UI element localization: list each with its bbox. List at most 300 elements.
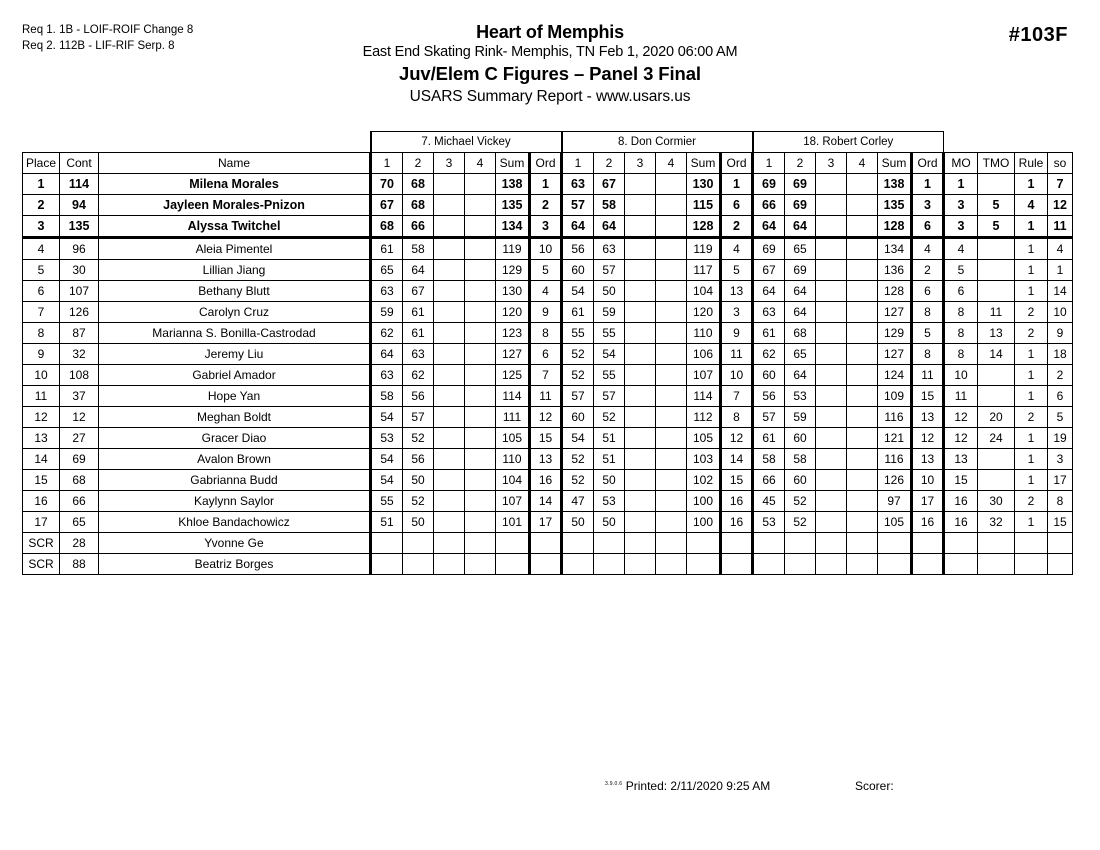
cell-j2-sum: 120 — [687, 302, 721, 323]
cell-j1-score-4 — [465, 491, 496, 512]
cell-j3-score-2: 64 — [785, 302, 816, 323]
cell-j1-score-3 — [434, 365, 465, 386]
cell-j3-score-4 — [847, 470, 878, 491]
cell-j2-ord: 6 — [721, 195, 753, 216]
cell-j3-sum: 121 — [878, 428, 912, 449]
cell-j1-ord: 17 — [530, 512, 562, 533]
cell-j3-score-1: 62 — [753, 344, 785, 365]
cell-j1-ord: 3 — [530, 216, 562, 238]
header-j1-ord: Ord — [530, 153, 562, 174]
cell-j2-score-1: 50 — [562, 512, 594, 533]
cell-place: SCR — [23, 533, 60, 554]
cell-so: 8 — [1048, 491, 1073, 512]
cell-j3-score-1: 64 — [753, 281, 785, 302]
cell-j2-score-2: 50 — [594, 512, 625, 533]
cell-j1-score-1: 63 — [371, 281, 403, 302]
judge-group-spacer-mo — [944, 132, 978, 153]
cell-rule — [1015, 533, 1048, 554]
cell-j3-ord: 6 — [912, 216, 944, 238]
cell-place: 15 — [23, 470, 60, 491]
cell-place: 14 — [23, 449, 60, 470]
cell-j1-score-4 — [465, 174, 496, 195]
cell-j3-score-2: 60 — [785, 470, 816, 491]
cell-name: Hope Yan — [99, 386, 371, 407]
cell-j1-score-4 — [465, 344, 496, 365]
cell-j3-ord: 15 — [912, 386, 944, 407]
cell-j1-score-2: 61 — [403, 323, 434, 344]
cell-j2-sum: 115 — [687, 195, 721, 216]
judge-group-spacer-name — [99, 132, 371, 153]
cell-j2-score-2: 51 — [594, 428, 625, 449]
cell-j1-score-2: 67 — [403, 281, 434, 302]
cell-j2-ord: 2 — [721, 216, 753, 238]
judge-group-spacer-rule — [1015, 132, 1048, 153]
cell-j1-score-2: 64 — [403, 260, 434, 281]
cell-j2-sum: 102 — [687, 470, 721, 491]
table-row — [23, 428, 1073, 449]
cell-tmo — [978, 470, 1015, 491]
cell-j1-score-1: 54 — [371, 407, 403, 428]
cell-cont: 37 — [60, 386, 99, 407]
cell-cont: 66 — [60, 491, 99, 512]
cell-cont: 28 — [60, 533, 99, 554]
cell-j2-score-2: 63 — [594, 238, 625, 260]
cell-j3-score-1: 67 — [753, 260, 785, 281]
cell-rule: 1 — [1015, 260, 1048, 281]
cell-j1-sum: 134 — [496, 216, 530, 238]
cell-j1-sum: 107 — [496, 491, 530, 512]
cell-so: 1 — [1048, 260, 1073, 281]
cell-j2-score-4 — [656, 238, 687, 260]
cell-j1-score-1: 65 — [371, 260, 403, 281]
cell-j1-sum: 104 — [496, 470, 530, 491]
cell-j2-score-3 — [625, 554, 656, 575]
cell-j2-score-3 — [625, 281, 656, 302]
cell-j3-sum: 116 — [878, 449, 912, 470]
cell-mo: 12 — [944, 428, 978, 449]
header-cont: Cont — [60, 153, 99, 174]
cell-j2-score-4 — [656, 344, 687, 365]
cell-place: 10 — [23, 365, 60, 386]
header-j1-score-1: 1 — [371, 153, 403, 174]
cell-j3-score-4 — [847, 344, 878, 365]
cell-j1-ord: 1 — [530, 174, 562, 195]
cell-j1-score-1: 54 — [371, 449, 403, 470]
cell-so: 18 — [1048, 344, 1073, 365]
cell-tmo: 5 — [978, 195, 1015, 216]
cell-j3-sum: 127 — [878, 344, 912, 365]
event-name: Heart of Memphis — [476, 22, 624, 42]
cell-j1-score-2 — [403, 554, 434, 575]
table-row — [23, 260, 1073, 281]
cell-so: 6 — [1048, 386, 1073, 407]
judge-group-spacer-tmo — [978, 132, 1015, 153]
cell-j1-score-1: 62 — [371, 323, 403, 344]
cell-j1-sum: 135 — [496, 195, 530, 216]
cell-rule: 1 — [1015, 428, 1048, 449]
cell-j2-sum — [687, 533, 721, 554]
cell-j1-sum — [496, 533, 530, 554]
cell-mo: 8 — [944, 302, 978, 323]
cell-j1-sum: 110 — [496, 449, 530, 470]
cell-j1-score-1: 55 — [371, 491, 403, 512]
cell-name: Gabrianna Budd — [99, 470, 371, 491]
header-j1-score-4: 4 — [465, 153, 496, 174]
cell-so: 14 — [1048, 281, 1073, 302]
cell-j1-sum: 119 — [496, 238, 530, 260]
cell-j3-score-4 — [847, 260, 878, 281]
cell-j3-sum: 135 — [878, 195, 912, 216]
cell-j1-ord: 5 — [530, 260, 562, 281]
cell-j3-score-1: 69 — [753, 238, 785, 260]
cell-tmo — [978, 281, 1015, 302]
cell-j2-score-4 — [656, 302, 687, 323]
cell-j3-score-4 — [847, 512, 878, 533]
cell-j1-score-2: 68 — [403, 174, 434, 195]
cell-name: Jayleen Morales-Pnizon — [99, 195, 371, 216]
cell-j3-score-1: 61 — [753, 428, 785, 449]
cell-j3-score-1 — [753, 533, 785, 554]
cell-j1-score-4 — [465, 365, 496, 386]
cell-j2-sum: 104 — [687, 281, 721, 302]
cell-j2-ord: 1 — [721, 174, 753, 195]
header-j2-score-4: 4 — [656, 153, 687, 174]
cell-j1-score-4 — [465, 428, 496, 449]
header-j1-sum: Sum — [496, 153, 530, 174]
cell-so: 15 — [1048, 512, 1073, 533]
cell-j3-ord: 2 — [912, 260, 944, 281]
cell-j3-score-4 — [847, 281, 878, 302]
cell-j2-ord: 15 — [721, 470, 753, 491]
cell-name: Jeremy Liu — [99, 344, 371, 365]
scorer-label: Scorer: — [855, 779, 894, 793]
cell-j1-score-2: 56 — [403, 449, 434, 470]
cell-place: 11 — [23, 386, 60, 407]
cell-j2-ord: 9 — [721, 323, 753, 344]
cell-name: Khloe Bandachowicz — [99, 512, 371, 533]
cell-j3-score-3 — [816, 260, 847, 281]
title-block — [0, 22, 1100, 108]
cell-j3-score-4 — [847, 302, 878, 323]
cell-j1-ord: 6 — [530, 344, 562, 365]
cell-tmo — [978, 533, 1015, 554]
cell-j2-score-2: 55 — [594, 365, 625, 386]
cell-j1-score-4 — [465, 302, 496, 323]
cell-so: 17 — [1048, 470, 1073, 491]
cell-rule: 1 — [1015, 386, 1048, 407]
cell-j2-score-2 — [594, 554, 625, 575]
cell-mo: 11 — [944, 386, 978, 407]
cell-j1-score-3 — [434, 491, 465, 512]
cell-j1-sum: 138 — [496, 174, 530, 195]
cell-j1-score-3 — [434, 216, 465, 238]
cell-tmo: 30 — [978, 491, 1015, 512]
cell-j3-score-2: 65 — [785, 238, 816, 260]
cell-j2-score-4 — [656, 323, 687, 344]
cell-tmo — [978, 238, 1015, 260]
cell-rule: 1 — [1015, 216, 1048, 238]
cell-j3-score-1: 66 — [753, 470, 785, 491]
cell-rule: 2 — [1015, 302, 1048, 323]
cell-j2-score-2: 58 — [594, 195, 625, 216]
cell-j1-score-3 — [434, 512, 465, 533]
cell-j3-sum: 128 — [878, 281, 912, 302]
cell-j3-sum: 97 — [878, 491, 912, 512]
cell-j3-score-3 — [816, 428, 847, 449]
cell-j3-score-2: 64 — [785, 281, 816, 302]
cell-j3-score-3 — [816, 323, 847, 344]
cell-mo: 16 — [944, 491, 978, 512]
cell-place: SCR — [23, 554, 60, 575]
cell-j2-score-4 — [656, 554, 687, 575]
cell-place: 8 — [23, 323, 60, 344]
cell-j1-score-1: 70 — [371, 174, 403, 195]
cell-place: 7 — [23, 302, 60, 323]
cell-j1-score-3 — [434, 470, 465, 491]
cell-j3-sum: 126 — [878, 470, 912, 491]
cell-j2-ord — [721, 554, 753, 575]
header-j2-score-3: 3 — [625, 153, 656, 174]
header-mo: MO — [944, 153, 978, 174]
cell-cont: 108 — [60, 365, 99, 386]
cell-j3-score-1: 69 — [753, 174, 785, 195]
cell-j3-sum: 127 — [878, 302, 912, 323]
cell-j2-ord: 8 — [721, 407, 753, 428]
cell-j2-score-1: 57 — [562, 386, 594, 407]
cell-j3-score-4 — [847, 323, 878, 344]
cell-j1-score-4 — [465, 449, 496, 470]
header-j1-score-2: 2 — [403, 153, 434, 174]
cell-j1-ord: 10 — [530, 238, 562, 260]
cell-j2-score-2: 50 — [594, 281, 625, 302]
printed-text: Printed: 2/11/2020 9:25 AM — [625, 779, 771, 793]
cell-place: 12 — [23, 407, 60, 428]
cell-cont: 88 — [60, 554, 99, 575]
header-j2-sum: Sum — [687, 153, 721, 174]
results-table — [22, 131, 1073, 575]
cell-j2-sum: 117 — [687, 260, 721, 281]
cell-j3-sum: 136 — [878, 260, 912, 281]
judge-group-spacer-so — [1048, 132, 1073, 153]
cell-j1-score-4 — [465, 533, 496, 554]
cell-j1-score-2: 50 — [403, 512, 434, 533]
cell-j3-score-3 — [816, 512, 847, 533]
header-j3-score-4: 4 — [847, 153, 878, 174]
cell-j3-sum — [878, 554, 912, 575]
cell-mo: 5 — [944, 260, 978, 281]
cell-j1-score-1: 68 — [371, 216, 403, 238]
cell-j3-ord: 1 — [912, 174, 944, 195]
cell-rule: 2 — [1015, 407, 1048, 428]
cell-j1-score-1: 63 — [371, 365, 403, 386]
cell-mo: 10 — [944, 365, 978, 386]
cell-j2-score-1: 63 — [562, 174, 594, 195]
cell-name: Meghan Boldt — [99, 407, 371, 428]
cell-j1-score-3 — [434, 195, 465, 216]
cell-j1-score-4 — [465, 554, 496, 575]
cell-j1-sum: 111 — [496, 407, 530, 428]
cell-j2-score-3 — [625, 428, 656, 449]
cell-j3-score-1: 57 — [753, 407, 785, 428]
table-row — [23, 449, 1073, 470]
table-row — [23, 470, 1073, 491]
cell-j2-ord: 14 — [721, 449, 753, 470]
cell-cont: 68 — [60, 470, 99, 491]
cell-j3-sum: 105 — [878, 512, 912, 533]
table-row — [23, 174, 1073, 195]
cell-j2-score-4 — [656, 365, 687, 386]
cell-j2-score-1 — [562, 533, 594, 554]
cell-j2-score-4 — [656, 407, 687, 428]
cell-j2-sum: 128 — [687, 216, 721, 238]
judge-group-1-label: 7. Michael Vickey — [371, 132, 562, 153]
cell-j3-score-2 — [785, 533, 816, 554]
cell-j2-score-1: 52 — [562, 344, 594, 365]
cell-name: Avalon Brown — [99, 449, 371, 470]
cell-rule — [1015, 554, 1048, 575]
cell-j1-score-1: 64 — [371, 344, 403, 365]
cell-j3-ord: 13 — [912, 407, 944, 428]
cell-j2-score-4 — [656, 216, 687, 238]
cell-j3-score-3 — [816, 407, 847, 428]
cell-j2-score-2: 57 — [594, 260, 625, 281]
judge-group-2-label: 8. Don Cormier — [562, 132, 753, 153]
cell-j2-score-3 — [625, 344, 656, 365]
table-row — [23, 554, 1073, 575]
cell-j1-score-2: 57 — [403, 407, 434, 428]
cell-tmo — [978, 260, 1015, 281]
cell-j2-ord: 16 — [721, 491, 753, 512]
cell-j1-sum: 127 — [496, 344, 530, 365]
cell-tmo: 5 — [978, 216, 1015, 238]
cell-so — [1048, 533, 1073, 554]
cell-j2-score-3 — [625, 365, 656, 386]
cell-j3-score-3 — [816, 449, 847, 470]
cell-j2-score-4 — [656, 533, 687, 554]
cell-j1-score-4 — [465, 470, 496, 491]
header-tmo: TMO — [978, 153, 1015, 174]
cell-j2-score-2: 52 — [594, 407, 625, 428]
header-j2-score-1: 1 — [562, 153, 594, 174]
header-j3-score-1: 1 — [753, 153, 785, 174]
header-place: Place — [23, 153, 60, 174]
cell-j3-ord — [912, 554, 944, 575]
cell-j3-score-3 — [816, 174, 847, 195]
cell-j1-score-2: 63 — [403, 344, 434, 365]
cell-j3-ord: 16 — [912, 512, 944, 533]
judge-group-spacer-cont — [60, 132, 99, 153]
cell-j1-sum — [496, 554, 530, 575]
cell-j2-score-4 — [656, 260, 687, 281]
cell-cont: 87 — [60, 323, 99, 344]
cell-j2-sum: 100 — [687, 512, 721, 533]
cell-cont: 69 — [60, 449, 99, 470]
cell-cont: 65 — [60, 512, 99, 533]
cell-j2-score-4 — [656, 386, 687, 407]
cell-j2-ord: 5 — [721, 260, 753, 281]
table-row — [23, 281, 1073, 302]
cell-j1-score-4 — [465, 238, 496, 260]
cell-j1-score-2: 62 — [403, 365, 434, 386]
cell-mo: 8 — [944, 323, 978, 344]
cell-j3-ord — [912, 533, 944, 554]
cell-rule: 1 — [1015, 512, 1048, 533]
cell-j1-score-2: 66 — [403, 216, 434, 238]
cell-place: 9 — [23, 344, 60, 365]
cell-j1-sum: 129 — [496, 260, 530, 281]
cell-so: 7 — [1048, 174, 1073, 195]
cell-j2-score-3 — [625, 533, 656, 554]
cell-j1-score-3 — [434, 260, 465, 281]
cell-j2-sum — [687, 554, 721, 575]
cell-j2-sum: 119 — [687, 238, 721, 260]
cell-j2-score-1: 47 — [562, 491, 594, 512]
cell-j2-score-2: 51 — [594, 449, 625, 470]
cell-j1-score-3 — [434, 386, 465, 407]
cell-name: Gracer Diao — [99, 428, 371, 449]
cell-j1-score-1 — [371, 533, 403, 554]
cell-j1-ord: 2 — [530, 195, 562, 216]
cell-j1-score-4 — [465, 512, 496, 533]
cell-j3-score-2: 69 — [785, 260, 816, 281]
cell-tmo — [978, 365, 1015, 386]
cell-j1-score-1: 67 — [371, 195, 403, 216]
cell-j2-score-3 — [625, 449, 656, 470]
cell-j1-score-1: 61 — [371, 238, 403, 260]
cell-place: 17 — [23, 512, 60, 533]
cell-j3-score-1: 63 — [753, 302, 785, 323]
cell-name: Aleia Pimentel — [99, 238, 371, 260]
cell-name: Yvonne Ge — [99, 533, 371, 554]
cell-j2-score-4 — [656, 470, 687, 491]
cell-j3-score-2: 65 — [785, 344, 816, 365]
cell-j3-score-2: 69 — [785, 174, 816, 195]
cell-j1-score-3 — [434, 428, 465, 449]
cell-name: Gabriel Amador — [99, 365, 371, 386]
cell-j3-score-3 — [816, 302, 847, 323]
cell-j3-score-2: 60 — [785, 428, 816, 449]
cell-cont: 94 — [60, 195, 99, 216]
results-table-container — [22, 131, 1073, 575]
cell-place: 5 — [23, 260, 60, 281]
cell-j2-score-2: 57 — [594, 386, 625, 407]
cell-j2-ord: 4 — [721, 238, 753, 260]
cell-mo: 3 — [944, 216, 978, 238]
cell-name: Alyssa Twitchel — [99, 216, 371, 238]
table-row — [23, 365, 1073, 386]
cell-j1-ord: 14 — [530, 491, 562, 512]
cell-j2-score-3 — [625, 260, 656, 281]
cell-so: 10 — [1048, 302, 1073, 323]
cell-place: 6 — [23, 281, 60, 302]
cell-tmo — [978, 174, 1015, 195]
cell-j3-score-1: 45 — [753, 491, 785, 512]
cell-cont: 30 — [60, 260, 99, 281]
judge-group-3-label: 18. Robert Corley — [753, 132, 944, 153]
cell-j3-score-4 — [847, 554, 878, 575]
cell-j3-ord: 13 — [912, 449, 944, 470]
cell-j1-ord: 12 — [530, 407, 562, 428]
cell-tmo: 11 — [978, 302, 1015, 323]
cell-mo: 8 — [944, 344, 978, 365]
cell-j3-sum: 124 — [878, 365, 912, 386]
cell-rule: 1 — [1015, 344, 1048, 365]
requirement-line-2: Req 2. 112B - LIF-RIF Serp. 8 — [22, 40, 175, 52]
cell-j2-sum: 107 — [687, 365, 721, 386]
cell-mo: 16 — [944, 512, 978, 533]
cell-j2-score-3 — [625, 323, 656, 344]
cell-j3-score-2: 69 — [785, 195, 816, 216]
